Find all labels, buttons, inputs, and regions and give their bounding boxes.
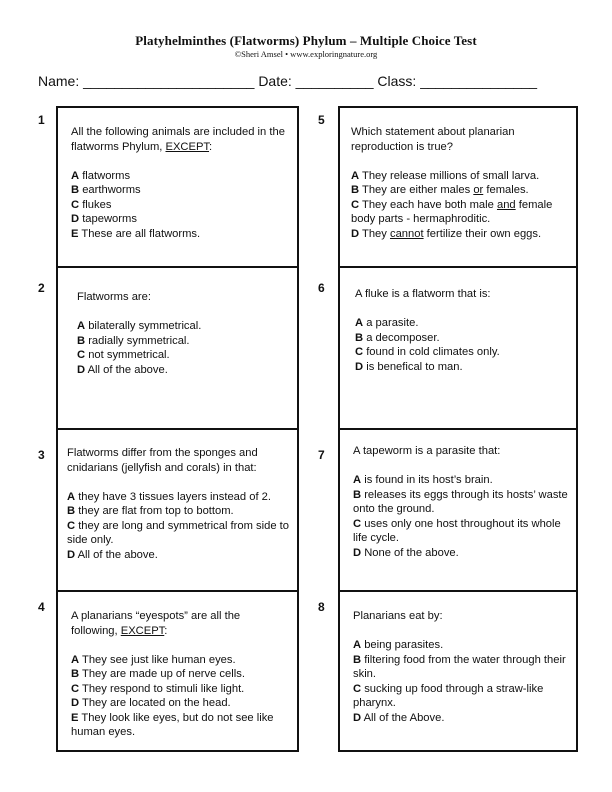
answer-option[interactable]: C they are long and symmetrical from side to side only. (67, 519, 289, 546)
question-number: 7 (318, 448, 325, 462)
answer-option[interactable]: B releases its eggs through its hosts’ waste onto the ground. (353, 488, 568, 515)
answer-options (67, 490, 291, 563)
question-stem: Flatworms are: (77, 291, 151, 303)
question-number: 5 (318, 113, 325, 127)
question-stem: A tapeworm is a parasite that: (353, 445, 501, 457)
answer-option[interactable]: A They see just like human eyes. (71, 653, 236, 666)
answer-options (351, 169, 570, 242)
answer-option[interactable]: D None of the above. (353, 546, 459, 559)
question-stem: Planarians eat by: (353, 610, 443, 622)
student-info-line (38, 73, 537, 89)
question-box (56, 428, 299, 592)
question-box (338, 428, 578, 592)
class-label: Class: (377, 73, 417, 89)
answer-option[interactable]: A is found in its host’s brain. (353, 474, 493, 486)
answer-option[interactable]: C sucking up food through a straw-like pharynx. (353, 682, 544, 709)
answer-option[interactable]: D tapeworms (71, 213, 137, 225)
answer-option[interactable]: A they have 3 tissues layers instead of 2. (67, 490, 271, 503)
date-label: Date: (258, 73, 292, 89)
answer-option[interactable]: A a parasite. (355, 317, 419, 329)
question-number: 4 (38, 600, 45, 614)
answer-option[interactable]: B filtering food from the water through their skin. (353, 653, 566, 680)
answer-option[interactable]: D All of the above. (67, 548, 158, 561)
question-box (338, 266, 578, 430)
answer-options (71, 169, 289, 242)
answer-option[interactable]: C found in cold climates only. (355, 346, 500, 358)
answer-option[interactable]: C They each have both male and female body parts - hermaphroditic. (351, 198, 553, 225)
answer-option[interactable]: C not symmetrical. (77, 349, 170, 361)
answer-option[interactable]: B They are either males or females. (351, 184, 529, 196)
answer-option[interactable]: D All of the Above. (353, 711, 445, 724)
question-stem: All the following animals are included in the flatworms Phylum, EXCEPT: (71, 126, 285, 153)
name-label: Name: (38, 73, 80, 89)
answer-options (353, 638, 570, 725)
answer-options (355, 316, 570, 374)
answer-option[interactable]: D They are located on the head. (71, 697, 231, 709)
answer-option[interactable]: E They look like eyes, but do not see like human eyes. (71, 711, 274, 738)
question-box (338, 106, 578, 268)
answer-option[interactable]: C They respond to stimuli like light. (71, 682, 245, 695)
question-box (56, 590, 299, 752)
question-number: 6 (318, 281, 325, 295)
question-number: 2 (38, 281, 45, 295)
answer-option[interactable]: A flatworms (71, 169, 131, 182)
answer-option[interactable]: C uses only one host throughout its whole life cycle. (353, 517, 561, 544)
answer-option[interactable]: B They are made up of nerve cells. (71, 668, 245, 680)
answer-option[interactable]: B earthworms (71, 184, 141, 196)
answer-option[interactable]: D They cannot fertilize their own eggs. (351, 227, 542, 240)
answer-option[interactable]: B a decomposer. (355, 331, 440, 344)
answer-option[interactable]: D All of the above. (77, 363, 168, 376)
answer-option[interactable]: A being parasites. (353, 639, 444, 651)
answer-options (71, 653, 289, 740)
answer-options (353, 473, 570, 560)
answer-option[interactable]: B they are flat from top to bottom. (67, 505, 234, 517)
question-number: 3 (38, 448, 45, 462)
name-blank[interactable]: ______________________ (79, 73, 259, 89)
question-box (56, 106, 299, 268)
answer-option[interactable]: C flukes (71, 198, 112, 211)
question-stem: A planarians “eyespots” are all the following, EXCEPT: (71, 610, 241, 637)
question-stem: Which statement about planarian reproduction is true? (351, 126, 515, 153)
question-number: 1 (38, 113, 45, 127)
answer-option[interactable]: E These are all flatworms. (71, 227, 201, 240)
question-stem: Flatworms differ from the sponges and cnidarians (jellyfish and corals) in that: (67, 447, 258, 474)
question-stem: A fluke is a flatworm that is: (355, 288, 491, 300)
date-blank[interactable]: __________ (291, 73, 378, 89)
question-box (338, 590, 578, 752)
answer-options (77, 319, 289, 377)
question-box (56, 266, 299, 430)
page-title: Platyhelminthes (Flatworms) Phylum – Multiple Choice Test (135, 33, 477, 48)
answer-option[interactable]: A bilaterally symmetrical. (77, 320, 202, 332)
answer-option[interactable]: A They release millions of small larva. (351, 169, 540, 182)
class-blank[interactable]: _______________ (416, 73, 538, 89)
question-number: 8 (318, 600, 325, 614)
answer-option[interactable]: D is benefical to man. (355, 360, 463, 373)
answer-option[interactable]: B radially symmetrical. (77, 334, 190, 347)
page-credit: ©Sheri Amsel • www.exploringnature.org (234, 49, 378, 59)
